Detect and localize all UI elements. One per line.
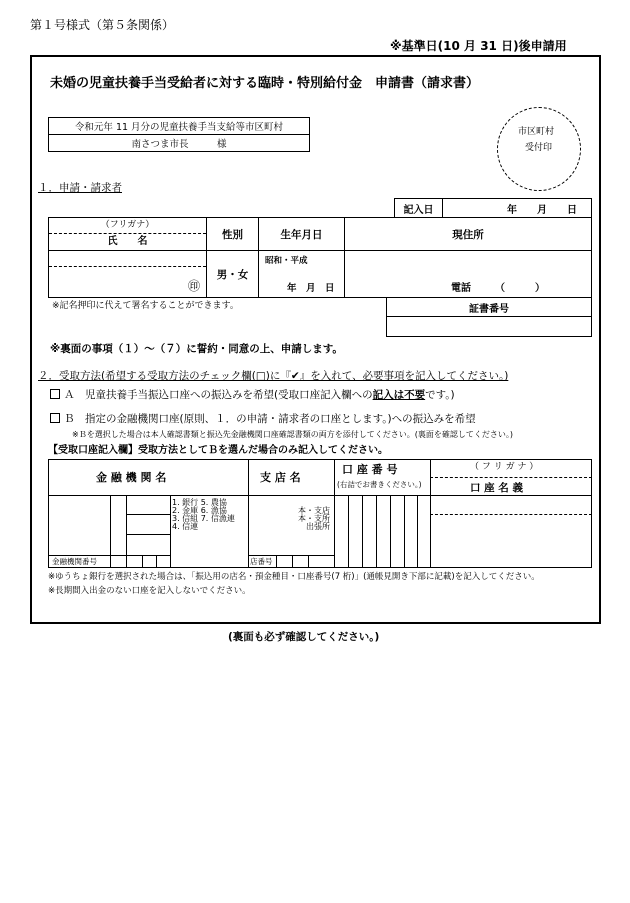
phone-field[interactable]: （ ）: [495, 283, 545, 294]
signature-note: ※記名押印に代えて署名することができます。: [52, 301, 239, 311]
dob-label: 生年月日: [259, 218, 345, 251]
option-a-checkbox[interactable]: [50, 389, 60, 399]
bank-name-label: 金 融 機 関 名: [96, 471, 167, 484]
bank-types: [172, 499, 235, 531]
branch-types: [294, 507, 330, 531]
address-field[interactable]: [345, 251, 592, 298]
entry-date-field[interactable]: 年 月 日: [443, 199, 592, 218]
dob-field[interactable]: [259, 251, 345, 298]
option-a-suffix: です。): [425, 389, 455, 401]
holder-name-field[interactable]: [430, 495, 592, 568]
entry-date-label: 記入日: [395, 199, 443, 218]
addressee-line2: 南さつま市長 様: [49, 135, 310, 152]
addressee-box: [48, 117, 310, 152]
deadline-note: ※基準日(10 月 31 日)後申請用: [390, 39, 567, 53]
bank-type-4[interactable]: 4. 信連: [172, 522, 199, 531]
addressee-line1: 令和元年 11 月分の児童扶養手当支給等市区町村: [49, 118, 310, 135]
certificate-label: 証書番号: [387, 298, 592, 317]
option-a-text: Ａ 児童扶養手当振込口座への振込みを希望(受取口座記入欄への: [64, 389, 373, 401]
option-a-underlined: 記入は不要: [372, 389, 426, 401]
account-number-note: (右詰でお書きください。): [337, 480, 422, 489]
section2-heading: ２．受取方法(希望する受取方法のチェック欄(□)に『✔』を入れて、必要事項を記入してください。): [38, 370, 509, 382]
name-label: 氏 名: [107, 236, 148, 247]
bank-type-1[interactable]: 1. 銀行 5. 農協: [172, 498, 227, 507]
branch-code-label: 店番号: [250, 557, 273, 566]
name-field[interactable]: [49, 251, 207, 298]
address-label: 現住所: [345, 218, 592, 251]
applicant-table: [48, 217, 592, 298]
bank-code-label: 金融機関番号: [52, 557, 97, 566]
furigana-label: （フリガナ）: [49, 218, 206, 234]
form-number: 第１号様式（第５条関係）: [30, 18, 175, 32]
option-a[interactable]: [50, 389, 455, 401]
branch-type-1[interactable]: 本・支店: [298, 506, 330, 515]
branch-name-field[interactable]: [248, 495, 294, 555]
pledge-text: ※裏面の事項（１）～（７）に誓約・同意の上、申請します。: [50, 343, 343, 355]
holder-name-label: 口 座 名 義: [470, 482, 523, 494]
bank-type-3[interactable]: 3. 信組 7. 信漁連: [172, 514, 235, 523]
form-title: 未婚の児童扶養手当受給者に対する臨時・特別給付金 申請書（請求書）: [50, 76, 480, 91]
option-b-text: Ｂ 指定の金融機関口座(原則、１．の申請・請求者の口座とします。)への振込みを希望: [64, 413, 476, 425]
option-b[interactable]: [50, 413, 476, 425]
phone-label: 電話: [451, 283, 471, 294]
certificate-box: [386, 297, 592, 337]
option-b-note: ※Ｂを選択した場合は本人確認書類と振込先金融機関口座確認書類の両方を添付してください。(裏面を確認してください。): [72, 430, 513, 439]
bank-name-field[interactable]: [48, 495, 110, 555]
stamp-label-1: 市区町村: [518, 127, 555, 137]
stamp-label-2: 受付印: [525, 143, 553, 153]
gender-field[interactable]: 男・女: [207, 251, 259, 298]
era-options: 昭和・平成: [265, 256, 308, 266]
account-number-label: 口 座 番 号: [342, 463, 398, 476]
footer-note: (裏面も必ず確認してください。): [228, 631, 380, 643]
option-b-checkbox[interactable]: [50, 413, 60, 423]
seal-mark: ㊞: [187, 279, 200, 293]
holder-furigana-label: （ フ リ ガ ナ ）: [470, 462, 539, 472]
name-header-cell: [49, 218, 207, 251]
gender-label: 性別: [207, 218, 259, 251]
bank-type-2[interactable]: 2. 金庫 6. 漁協: [172, 506, 227, 515]
certificate-field[interactable]: [387, 317, 592, 337]
entry-date-box: [394, 198, 592, 218]
yucho-note: ※ゆうちょ銀行を選択された場合は、「振込用の店名・預金種目・口座番号(7 桁)」(通帳見開き下部に記載)を記入してください。: [48, 572, 540, 582]
section1-heading: １．申請・請求者: [38, 182, 122, 194]
dob-format: 年 月 日: [287, 283, 335, 294]
branch-type-3[interactable]: 出張所: [306, 522, 330, 531]
account-heading: 【受取口座記入欄】受取方法としてＢを選んだ場合のみ記入してください。: [48, 445, 388, 456]
account-number-field[interactable]: [334, 495, 430, 568]
branch-name-label: 支 店 名: [260, 471, 301, 484]
dormant-note: ※長期間入出金のない口座を記入しないでください。: [48, 586, 251, 596]
branch-type-2[interactable]: 本・支所: [298, 514, 330, 523]
